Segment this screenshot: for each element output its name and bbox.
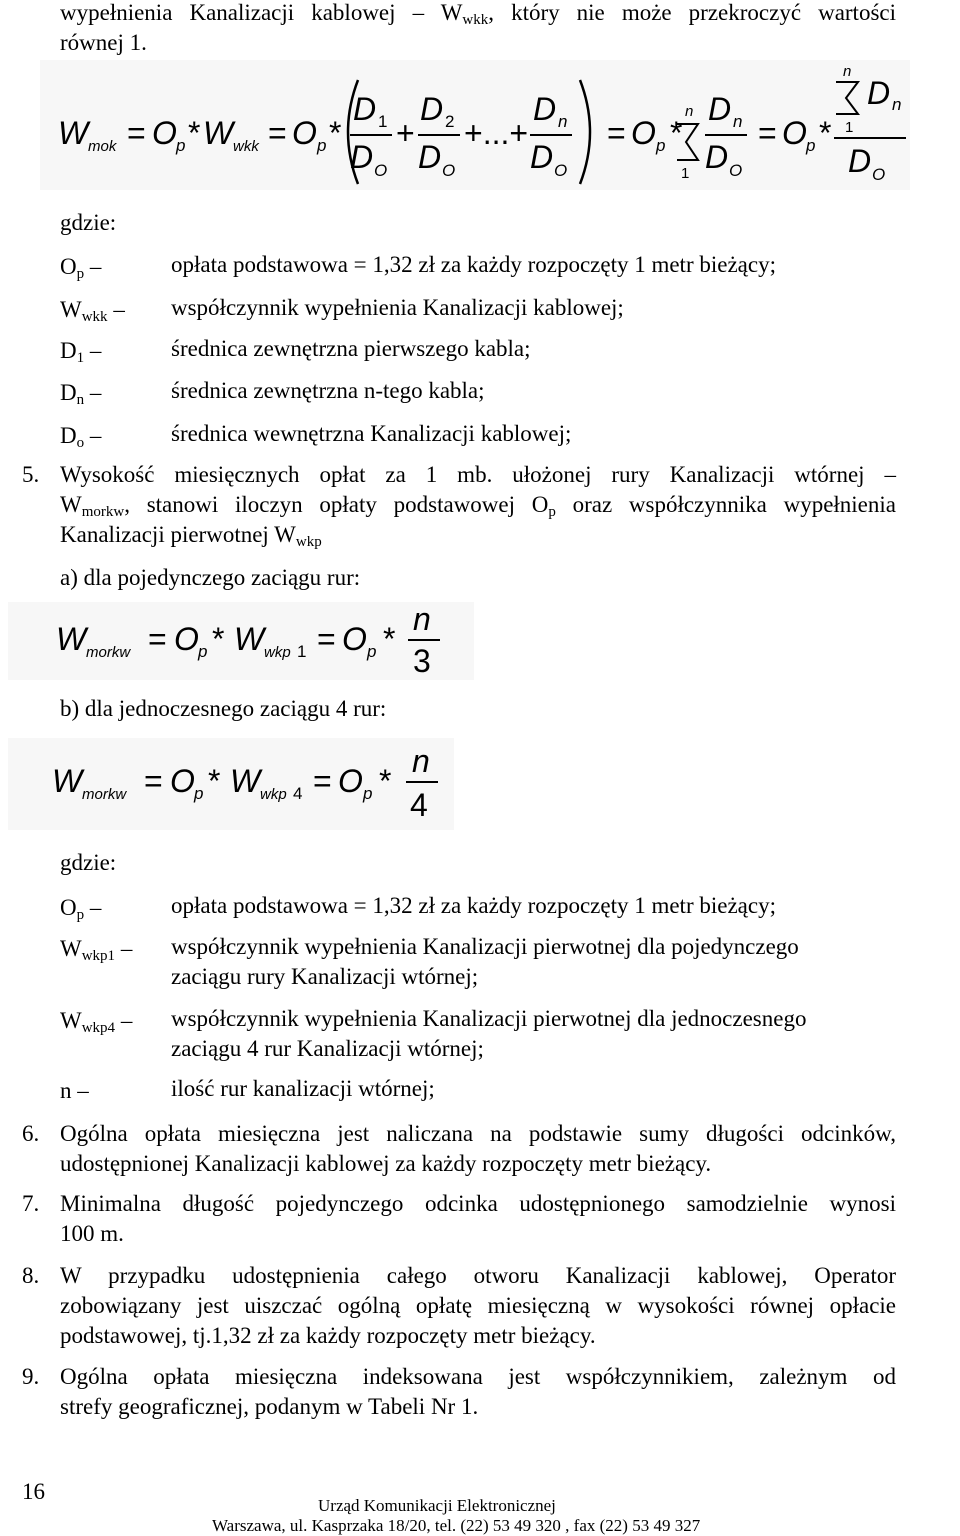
svg-text:O: O — [170, 763, 195, 799]
item-7-line-2: 100 m. — [60, 1221, 124, 1246]
svg-text:mok: mok — [88, 138, 117, 155]
svg-text:*: * — [819, 115, 832, 151]
term-wkp1: $W_{wkp1}$ – — [60, 936, 133, 964]
svg-text:*: * — [383, 621, 396, 657]
svg-text:p: p — [317, 136, 327, 155]
svg-text:wkk: wkk — [233, 138, 259, 155]
svg-text:p: p — [194, 784, 204, 803]
svg-text:*: * — [670, 115, 683, 151]
svg-text:=: = — [148, 621, 167, 657]
svg-text:*: * — [212, 621, 225, 657]
svg-text:D: D — [867, 75, 891, 111]
svg-text:O: O — [631, 115, 656, 151]
svg-text:D: D — [350, 139, 374, 175]
svg-text:1: 1 — [681, 165, 690, 182]
svg-text:D: D — [708, 91, 732, 127]
footer-org: Urząd Komunikacji Elektronicznej — [318, 1496, 556, 1515]
term-n: n – — [60, 1078, 89, 1103]
svg-text:D: D — [705, 139, 729, 175]
svg-text:=: = — [607, 115, 626, 151]
svg-text:n: n — [412, 743, 430, 779]
term-dn: $D_n$ – — [60, 380, 102, 408]
svg-text:O: O — [442, 161, 456, 180]
item-8-line-2: zobowiązany jest uiszczać ogólną opłatę miesięczną w wysokości równej opłacie — [60, 1293, 896, 1318]
svg-text:O: O — [554, 161, 568, 180]
item-8-number: 8. — [22, 1263, 40, 1288]
item-6-line-2: udostępnionej Kanalizacji kablowej za każdy rozpoczęty metr bieżący. — [60, 1151, 712, 1176]
svg-text:=: = — [758, 115, 777, 151]
item-8-line-1: W przypadku udostępnienia całego otworu Kanalizacji kablowej, Operator — [60, 1263, 896, 1288]
svg-text:p: p — [176, 136, 186, 155]
term-op: $O_p$ – — [60, 254, 102, 282]
svg-text:O: O — [338, 763, 363, 799]
svg-text:wkp: wkp — [260, 786, 287, 803]
svg-text:n: n — [892, 95, 902, 114]
svg-text:morkw: morkw — [82, 786, 127, 803]
svg-text:W: W — [56, 621, 87, 657]
svg-text:O: O — [374, 161, 388, 180]
def-wkp4-line-1: współczynnik wypełnienia Kanalizacji pierwotnej dla jednoczesnego — [171, 1006, 807, 1031]
def-op: opłata podstawowa = 1,32 zł za każdy rozpoczęty 1 metr bieżący; — [171, 252, 776, 277]
item-6-line-1: Ogólna opłata miesięczna jest naliczana na podstawie sumy długości odcinków, — [60, 1121, 896, 1146]
item-5-line-3: Kanalizacji pierwotnej $W_{wkp}$ — [60, 522, 322, 550]
def-d1: średnica zewnętrzna pierwszego kabla; — [171, 336, 531, 361]
item-9-line-2: strefy geograficznej, podanym w Tabeli Nr 1. — [60, 1394, 479, 1419]
svg-text:*: * — [329, 115, 342, 151]
svg-text:=: = — [317, 621, 336, 657]
svg-text:O: O — [782, 115, 807, 151]
formula-wkp4 — [8, 738, 454, 830]
intro-line-1: wypełnienia Kanalizacji kablowej – $W_{wkk}$, który nie może przekroczyć wartości — [60, 0, 897, 28]
svg-text:n: n — [843, 63, 852, 80]
svg-text:n: n — [413, 602, 431, 637]
svg-text:+: + — [396, 115, 415, 151]
svg-text:1: 1 — [845, 119, 854, 136]
item-9-number: 9. — [22, 1364, 40, 1389]
svg-text:n: n — [733, 112, 743, 131]
intro-line-2: równej 1. — [60, 30, 147, 55]
where-label-2: gdzie: — [60, 850, 117, 875]
footer-address: Warszawa, ul. Kasprzaka 18/20, tel. (22) 53 49 320 , fax (22) 53 49 327 — [212, 1516, 701, 1535]
svg-text:O: O — [872, 165, 886, 184]
svg-text:W: W — [52, 763, 83, 799]
svg-text:W: W — [58, 115, 89, 151]
svg-text:*: * — [208, 763, 221, 799]
svg-text:4: 4 — [410, 787, 428, 823]
def-dn: średnica zewnętrzna n-tego kabla; — [171, 378, 485, 403]
formula-wkp1 — [8, 602, 474, 680]
svg-text:3: 3 — [413, 643, 431, 679]
def-wkp1-line-2: zaciągu rury Kanalizacji wtórnej; — [171, 964, 479, 989]
svg-text:p: p — [363, 784, 373, 803]
item-8-line-3: podstawowej, tj.1,32 zł za każdy rozpoczęty metr bieżący. — [60, 1323, 596, 1348]
item-5-b-label: b) dla jednoczesnego zaciągu 4 rur: — [60, 696, 387, 721]
formula-wmok — [40, 60, 910, 190]
svg-text:=: = — [313, 763, 332, 799]
item-5-line-1: Wysokość miesięcznych opłat za 1 mb. ułożonej rury Kanalizacji wtórnej – — [60, 462, 896, 487]
svg-text:D: D — [353, 91, 377, 127]
item-6-number: 6. — [22, 1121, 40, 1146]
svg-text:W: W — [203, 115, 234, 151]
svg-text:O: O — [174, 621, 199, 657]
svg-text:p: p — [198, 642, 208, 661]
svg-text:n: n — [558, 112, 568, 131]
def-n: ilość rur kanalizacji wtórnej; — [171, 1076, 435, 1101]
page-number: 16 — [22, 1479, 45, 1504]
svg-text:D: D — [848, 143, 872, 179]
svg-text:D: D — [420, 91, 444, 127]
def-wkp1-line-1: współczynnik wypełnienia Kanalizacji pierwotnej dla pojedynczego — [171, 934, 799, 959]
svg-text:*: * — [379, 763, 392, 799]
svg-text:1: 1 — [297, 642, 307, 661]
svg-text:W: W — [230, 763, 261, 799]
def-wkp4-line-2: zaciągu 4 rur Kanalizacji wtórnej; — [171, 1036, 484, 1061]
svg-text:*: * — [188, 115, 201, 151]
svg-text:p: p — [367, 642, 377, 661]
item-5-line-2: $W_{morkw}$, stanowi iloczyn opłaty podstawowej $O_p$ oraz współczynnika wypełnienia — [60, 492, 896, 520]
term-do: $D_o$ – — [60, 423, 102, 451]
svg-text:4: 4 — [293, 784, 303, 803]
def-wkk: współczynnik wypełnienia Kanalizacji kablowej; — [171, 295, 624, 320]
svg-text:D: D — [530, 139, 554, 175]
item-7-line-1: Minimalna długość pojedynczego odcinka udostępnionego samodzielnie wynosi — [60, 1191, 896, 1216]
svg-text:O: O — [152, 115, 177, 151]
item-5-number: 5. — [22, 462, 40, 487]
svg-text:D: D — [533, 91, 557, 127]
svg-text:W: W — [234, 621, 265, 657]
svg-text:O: O — [292, 115, 317, 151]
svg-text:O: O — [342, 621, 367, 657]
svg-text:p: p — [806, 136, 816, 155]
def-op-2: opłata podstawowa = 1,32 zł za każdy rozpoczęty 1 metr bieżący; — [171, 893, 776, 918]
svg-text:morkw: morkw — [86, 644, 131, 661]
svg-text:+...+: +...+ — [464, 115, 529, 151]
item-9-line-1: Ogólna opłata miesięczna indeksowana jest współczynnikiem, zależnym od — [60, 1364, 896, 1389]
svg-text:2: 2 — [445, 112, 455, 131]
svg-text:O: O — [729, 161, 743, 180]
svg-text:wkp: wkp — [264, 644, 291, 661]
term-wkp4: $W_{wkp4}$ – — [60, 1008, 133, 1036]
term-op-2: $O_p$ – — [60, 895, 102, 923]
svg-text:=: = — [268, 115, 287, 151]
svg-text:=: = — [127, 115, 146, 151]
svg-text:D: D — [418, 139, 442, 175]
where-label-1: gdzie: — [60, 210, 117, 235]
svg-text:1: 1 — [378, 112, 388, 131]
term-wkk: $W_{wkk}$ – — [60, 297, 125, 325]
svg-text:p: p — [656, 136, 666, 155]
svg-text:n: n — [685, 103, 694, 120]
svg-text:=: = — [144, 763, 163, 799]
item-5-a-label: a) dla pojedynczego zaciągu rur: — [60, 565, 361, 590]
item-7-number: 7. — [22, 1191, 40, 1216]
def-do: średnica wewnętrzna Kanalizacji kablowej; — [171, 421, 572, 446]
term-d1: $D_1$ – — [60, 338, 102, 366]
